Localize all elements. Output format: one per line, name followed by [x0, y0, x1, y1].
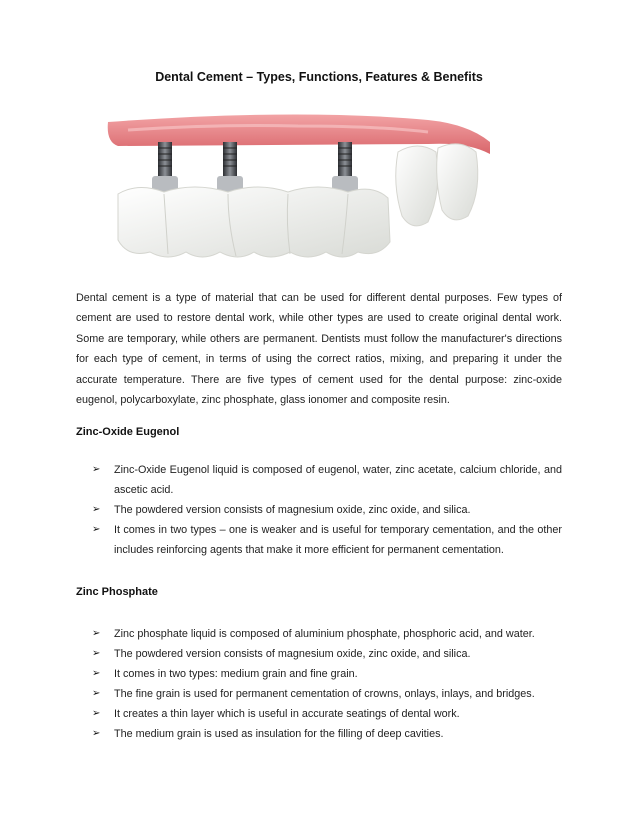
list-item: ➢ The powdered version consists of magnesium oxide, zinc oxide, and silica.: [92, 500, 562, 520]
list-item: ➢ It comes in two types: medium grain and fine grain.: [92, 664, 562, 684]
list-item: ➢ Zinc-Oxide Eugenol liquid is composed of eugenol, water, zinc acetate, calcium chloride, and ascetic acid.: [92, 460, 562, 500]
section-heading-zinc-phosphate: Zinc Phosphate: [76, 586, 158, 598]
arrow-bullet-icon: ➢: [92, 524, 101, 535]
intro-paragraph: Dental cement is a type of material that can be used for different dental purposes. Few types of cement are used to restore dental work, while other types are used to create original dental work. Some are temporary, while others are permanent. Dentists must follow the manufacturer's directions for each type of cement, in terms of using the correct ratios, mixing, and preparing it under the accurate temperature. There are five types of cement used for the dental purpose: zinc-oxide eugenol, polycarboxylate, zinc phosphate, glass ionomer and composite resin.: [76, 292, 562, 407]
list-item: ➢ The fine grain is used for permanent cementation of crowns, onlays, inlays, and bridges.: [92, 684, 562, 704]
arrow-bullet-icon: ➢: [92, 628, 101, 639]
arrow-bullet-icon: ➢: [92, 648, 101, 659]
bullet-list-zinc-phosphate: [92, 624, 562, 744]
arrow-bullet-icon: ➢: [92, 708, 101, 719]
section-heading-zinc-oxide-eugenol: Zinc-Oxide Eugenol: [76, 426, 180, 438]
list-item: ➢ The medium grain is used as insulation for the filling of deep cavities.: [92, 724, 562, 744]
dental-implant-illustration: [98, 112, 498, 262]
arrow-bullet-icon: ➢: [92, 464, 101, 475]
arrow-bullet-icon: ➢: [92, 728, 101, 739]
list-item: ➢ Zinc phosphate liquid is composed of aluminium phosphate, phosphoric acid, and water.: [92, 624, 562, 644]
list-item: ➢ It comes in two types – one is weaker and is useful for temporary cementation, and the other includes reinforcing agents that make it more efficient for permanent cementation.: [92, 520, 562, 560]
arrow-bullet-icon: ➢: [92, 504, 101, 515]
arrow-bullet-icon: ➢: [92, 688, 101, 699]
page-title: Dental Cement – Types, Functions, Features & Benefits: [155, 70, 483, 84]
list-item: ➢ It creates a thin layer which is useful in accurate seatings of dental work.: [92, 704, 562, 724]
list-item: ➢ The powdered version consists of magnesium oxide, zinc oxide, and silica.: [92, 644, 562, 664]
bullet-list-zinc-oxide-eugenol: [92, 460, 562, 560]
arrow-bullet-icon: ➢: [92, 668, 101, 679]
